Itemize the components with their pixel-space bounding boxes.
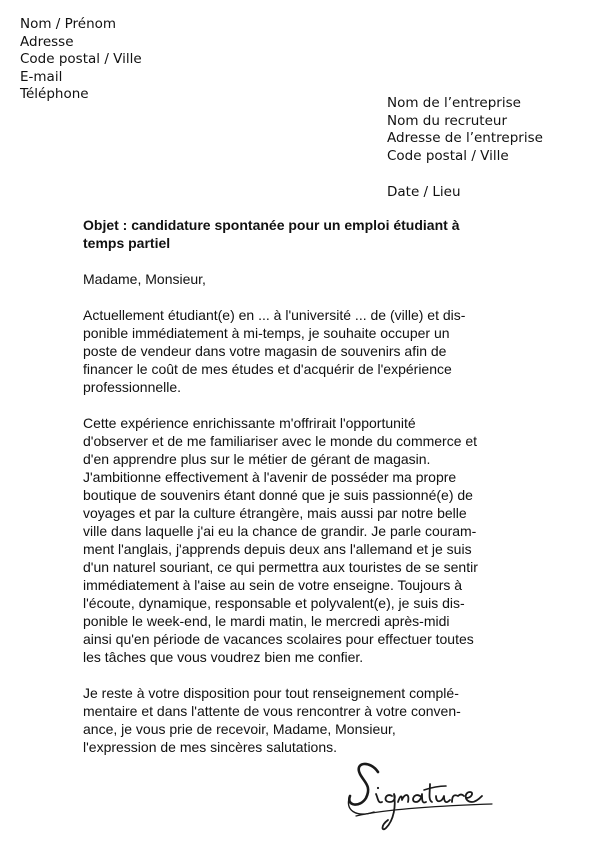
- recipient-address: Adresse de l’entreprise: [387, 130, 543, 146]
- paragraph-line: ance, je vous prie de recevoir, Madame, Monsieur,: [83, 721, 396, 737]
- sender-postal-city: Code postal / Ville: [20, 51, 142, 67]
- paragraph-line: professionnelle.: [83, 379, 182, 395]
- paragraph-line: poste de vendeur dans votre magasin de souvenirs afin de: [83, 343, 447, 359]
- paragraph-line: l'écoute, dynamique, responsable et polyvalent(e), je suis dis-: [83, 595, 465, 611]
- recipient-postal-city: Code postal / Ville: [387, 147, 509, 164]
- sender-address: Adresse: [20, 33, 74, 50]
- paragraph-line: l'expression de mes sincères salutations.: [83, 739, 338, 755]
- paragraph-line: d'observer et de me familiariser avec le monde du commerce et: [83, 433, 478, 449]
- paragraph-line: ville dans laquelle j'ai eu la chance de grandir. Je parle couram-: [83, 523, 477, 539]
- paragraph-line: ainsi qu'en période de vacances scolaires pour effectuer toutes: [83, 631, 474, 647]
- sender-name: Nom / Prénom: [20, 16, 117, 32]
- paragraph-line: ponible immédiatement à mi-temps, je souhaite occuper un: [83, 325, 450, 341]
- letter-subject: [83, 216, 523, 252]
- paragraph-line: d'en apprendre plus sur le métier de gérant de magasin.: [83, 451, 431, 467]
- paragraph-2: [83, 414, 523, 666]
- paragraph-line: les tâches que vous voudrez bien me confier.: [83, 649, 364, 665]
- recipient-block: [387, 95, 543, 165]
- date-place: Date / Lieu: [387, 184, 461, 200]
- paragraph-3: [83, 684, 523, 756]
- letter-salutation: Madame, Monsieur,: [83, 271, 206, 287]
- paragraph-line: boutique de souvenirs étant donné que je suis passionné(e) de: [83, 487, 473, 503]
- subject-line: temps partiel: [83, 235, 171, 251]
- paragraph-line: Actuellement étudiant(e) en ... à l'université ... de (ville) et dis-: [83, 307, 466, 323]
- sender-block: [20, 16, 142, 104]
- paragraph-line: ment l'anglais, j'apprends depuis deux ans l'allemand et je suis: [83, 541, 472, 557]
- paragraph-line: voyages et par la culture étrangère, mais aussi par notre belle: [83, 505, 467, 521]
- sender-email: E-mail: [20, 68, 63, 85]
- paragraph-line: immédiatement à l'aise au sein de votre enseigne. Toujours à: [83, 577, 463, 593]
- recipient-company: Nom de l’entreprise: [387, 95, 521, 111]
- paragraph-line: mentaire et dans l'attente de vous rencontrer à votre conven-: [83, 703, 461, 719]
- paragraph-line: ponible le week-end, le mardi matin, le mercredi après-midi: [83, 613, 450, 629]
- sender-phone: Téléphone: [20, 86, 89, 102]
- recipient-recruiter: Nom du recruteur: [387, 112, 508, 129]
- paragraph-line: J'ambitionne effectivement à l'avenir de posséder ma propre: [83, 469, 457, 485]
- paragraph-line: Cette expérience enrichissante m'offrirait l'opportunité: [83, 415, 416, 431]
- paragraph-line: d'un naturel souriant, ce qui permettra aux touristes de se sentir: [83, 559, 478, 575]
- paragraph-line: financer le coût de mes études et d'acquérir de l'expérience: [83, 361, 452, 377]
- paragraph-line: Je reste à votre disposition pour tout renseignement complé-: [83, 685, 459, 701]
- subject-line: Objet : candidature spontanée pour un emploi étudiant à: [83, 217, 460, 233]
- paragraph-1: [83, 306, 523, 396]
- handwritten-signature: [342, 754, 502, 838]
